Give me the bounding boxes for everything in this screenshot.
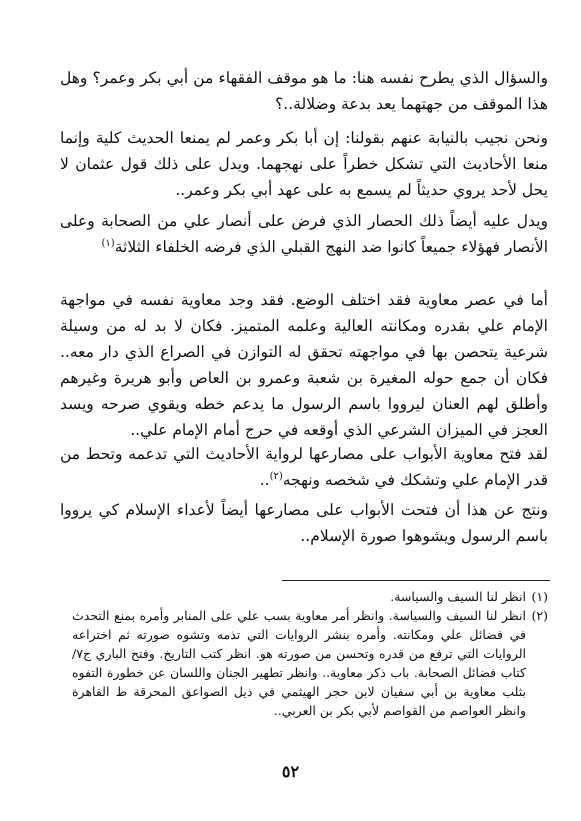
paragraph-sentence: لقد فتح معاوية الأبواب على مصارعها لرواية الأحاديث التي تدعمه وتحط من قدر الإمام علي وتشكك في شخصه ونهجه: [60, 445, 548, 489]
paragraph-text: والسؤال الذي يطرح نفسه هنا: ما هو موقف الفقهاء من أبي بكر وعمر؟ وهل هذا الموقف من جهتهما يعد بدعة وضلالة..؟: [60, 69, 548, 113]
footnote-2: [72, 606, 548, 720]
body-paragraph-opened-doors: [60, 441, 548, 493]
body-paragraph-answer: [60, 125, 548, 203]
paragraph-text: [60, 208, 548, 260]
paragraph-tail: ..: [259, 471, 270, 489]
footnote-number: (٢): [531, 608, 548, 623]
body-paragraph-result: [60, 497, 548, 549]
paragraph-sentence: ويدل عليه أيضاً ذلك الحصار الذي فرض على أنصار علي من الصحابة وعلى الأنصار فهؤلاء جميعاً كانوا ضد النهج القبلي الذي فرضه الخلفاء الثلاثة: [60, 212, 548, 256]
paragraph-text: أما في عصر معاوية فقد اختلف الوضع. فقد وجد معاوية نفسه في مواجهة الإمام علي بقدره ومكانته العالية وعلمه المتميز. فكان لا بد له من وسيلة شرعية يتحصن بها في مواجهته تحقق له التوازن في الصراع الذي دار معه.. فكان أن جمع حوله المغيرة بن شعبة وعمرو بن العاص وأبو هريرة وغيرهم وأطلق لهم العنان ليرووا باسم الرسول ما يدعم خطه ويقوي صرحه ويسد العجز في الميزان الشرعي الذي أوقعه في حرج أمام الإمام علي..: [60, 291, 548, 439]
footnote-number: (١): [531, 589, 548, 604]
page-number: ٥٢: [281, 762, 300, 781]
paragraph-text: [60, 441, 548, 493]
footnote-text: انظر لنا السيف والسياسة.: [390, 589, 526, 604]
paragraph-text: ونحن نجيب بالنيابة عنهم بقولنا: إن أبا بكر وعمر لم يمنعا الحديث كلية وإنما منعا الأحاديث التي تشكل خطراً على نهجهما. ويدل على ذلك قول عثمان لا يحل لأحد يروي حديثاً لم يسمع به على عهد أبي بكر وعمر..: [60, 129, 548, 199]
footnote-ref-2: (٢): [269, 470, 283, 482]
paragraph-text: ونتج عن هذا أن فتحت الأبواب على مصارعها أيضاً لأعداء الإسلام كي يرووا باسم الرسول ويشوهوا صورة الإسلام..: [60, 501, 548, 545]
footnote-ref-1: (١): [101, 237, 115, 249]
footnotes-section: [72, 587, 548, 720]
body-paragraph-muawiya-era: [60, 287, 548, 443]
body-paragraph-siege: [60, 208, 548, 260]
footnote-text: انظر لنا السيف والسياسة. وانظر أمر معاوية بسب علي على المنابر وأمره بمنع التحدث في فضائل علي ومكانته. وأمره بنشر الروايات التي تذمه وتشوه صورته ثم اختراعه الروايات التي ترفع من قدره وتحسن من صورته هو. انظر كتب التاريخ. وفتح الباري ج٧/ كتاب فضائل الصحابة. باب ذكر معاوية.. وانظر تطهير الجنان واللسان عن خطورة التفوه بثلب معاوية بن أبي سفيان لابن حجر الهيثمي في ذيل الصواعق المحرقة ط القاهرة وانظر العواصم من القواصم لأبي بكر بن العربي..: [72, 608, 526, 718]
footnote-1: [72, 587, 548, 606]
footnote-separator: [282, 580, 550, 581]
body-paragraph-question: [60, 65, 548, 117]
